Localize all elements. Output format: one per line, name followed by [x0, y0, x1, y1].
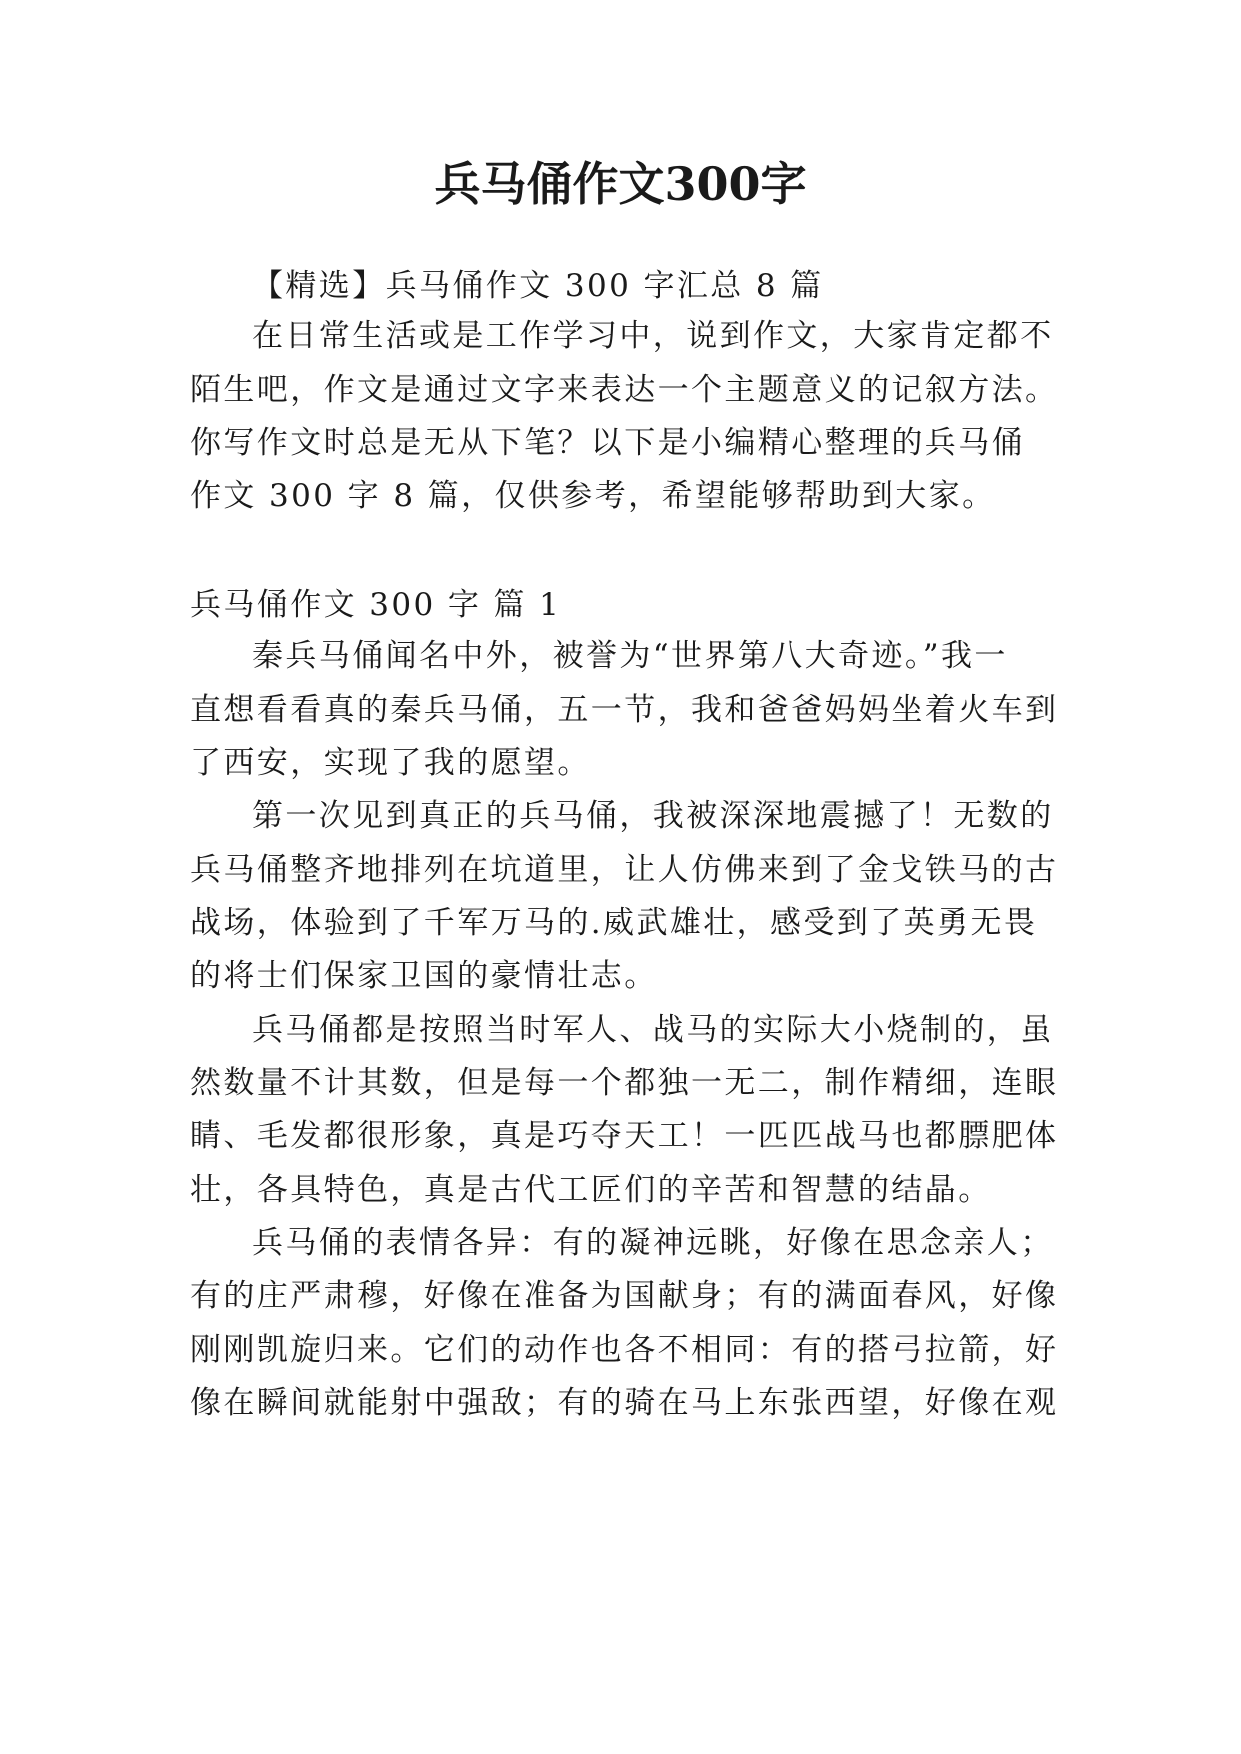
body-paragraph-line: 壮，各具特色，真是古代工匠们的辛苦和智慧的结晶。 [190, 1172, 992, 1208]
intro-paragraph-line: 作文 300 字 8 篇，仅供参考，希望能够帮助到大家。 [190, 478, 996, 514]
body-paragraph-line: 第一次见到真正的兵马俑，我被深深地震撼了！无数的 [252, 798, 1054, 834]
body-paragraph-line: 的将士们保家卫国的豪情壮志。 [190, 958, 658, 994]
body-paragraph-line: 了西安，实现了我的愿望。 [190, 745, 591, 781]
intro-heading: 【精选】兵马俑作文 300 字汇总 8 篇 [252, 268, 824, 304]
document-title: 兵马俑作文300字 [434, 157, 807, 211]
body-paragraph-line: 兵马俑的表情各异：有的凝神远眺，好像在思念亲人； [252, 1225, 1054, 1261]
body-paragraph-line: 像在瞬间就能射中强敌；有的骑在马上东张西望，好像在观 [190, 1385, 1059, 1421]
body-paragraph-line: 直想看看真的秦兵马俑，五一节，我和爸爸妈妈坐着火车到 [190, 692, 1059, 728]
intro-paragraph-line: 在日常生活或是工作学习中，说到作文，大家肯定都不 [252, 318, 1054, 354]
intro-paragraph-line: 你写作文时总是无从下笔？以下是小编精心整理的兵马俑 [190, 425, 1025, 461]
body-paragraph-line: 战场，体验到了千军万马的.威武雄壮，感受到了英勇无畏 [190, 905, 1038, 941]
body-paragraph-line: 秦兵马俑闻名中外，被誉为“世界第八大奇迹。”我一 [252, 638, 1008, 674]
intro-paragraph-line: 陌生吧，作文是通过文字来表达一个主题意义的记叙方法。 [190, 372, 1059, 408]
body-paragraph-line: 然数量不计其数，但是每一个都独一无二，制作精细，连眼 [190, 1065, 1059, 1101]
body-paragraph-line: 兵马俑整齐地排列在坑道里，让人仿佛来到了金戈铁马的古 [190, 852, 1059, 888]
body-paragraph-line: 兵马俑都是按照当时军人、战马的实际大小烧制的，虽 [252, 1012, 1054, 1048]
body-paragraph-line: 睛、毛发都很形象，真是巧夺天工！一匹匹战马也都膘肥体 [190, 1118, 1059, 1154]
section-heading: 兵马俑作文 300 字 篇 1 [190, 587, 562, 623]
body-paragraph-line: 有的庄严肃穆，好像在准备为国献身；有的满面春风，好像 [190, 1278, 1059, 1314]
body-paragraph-line: 刚刚凯旋归来。它们的动作也各不相同：有的搭弓拉箭，好 [190, 1332, 1059, 1368]
